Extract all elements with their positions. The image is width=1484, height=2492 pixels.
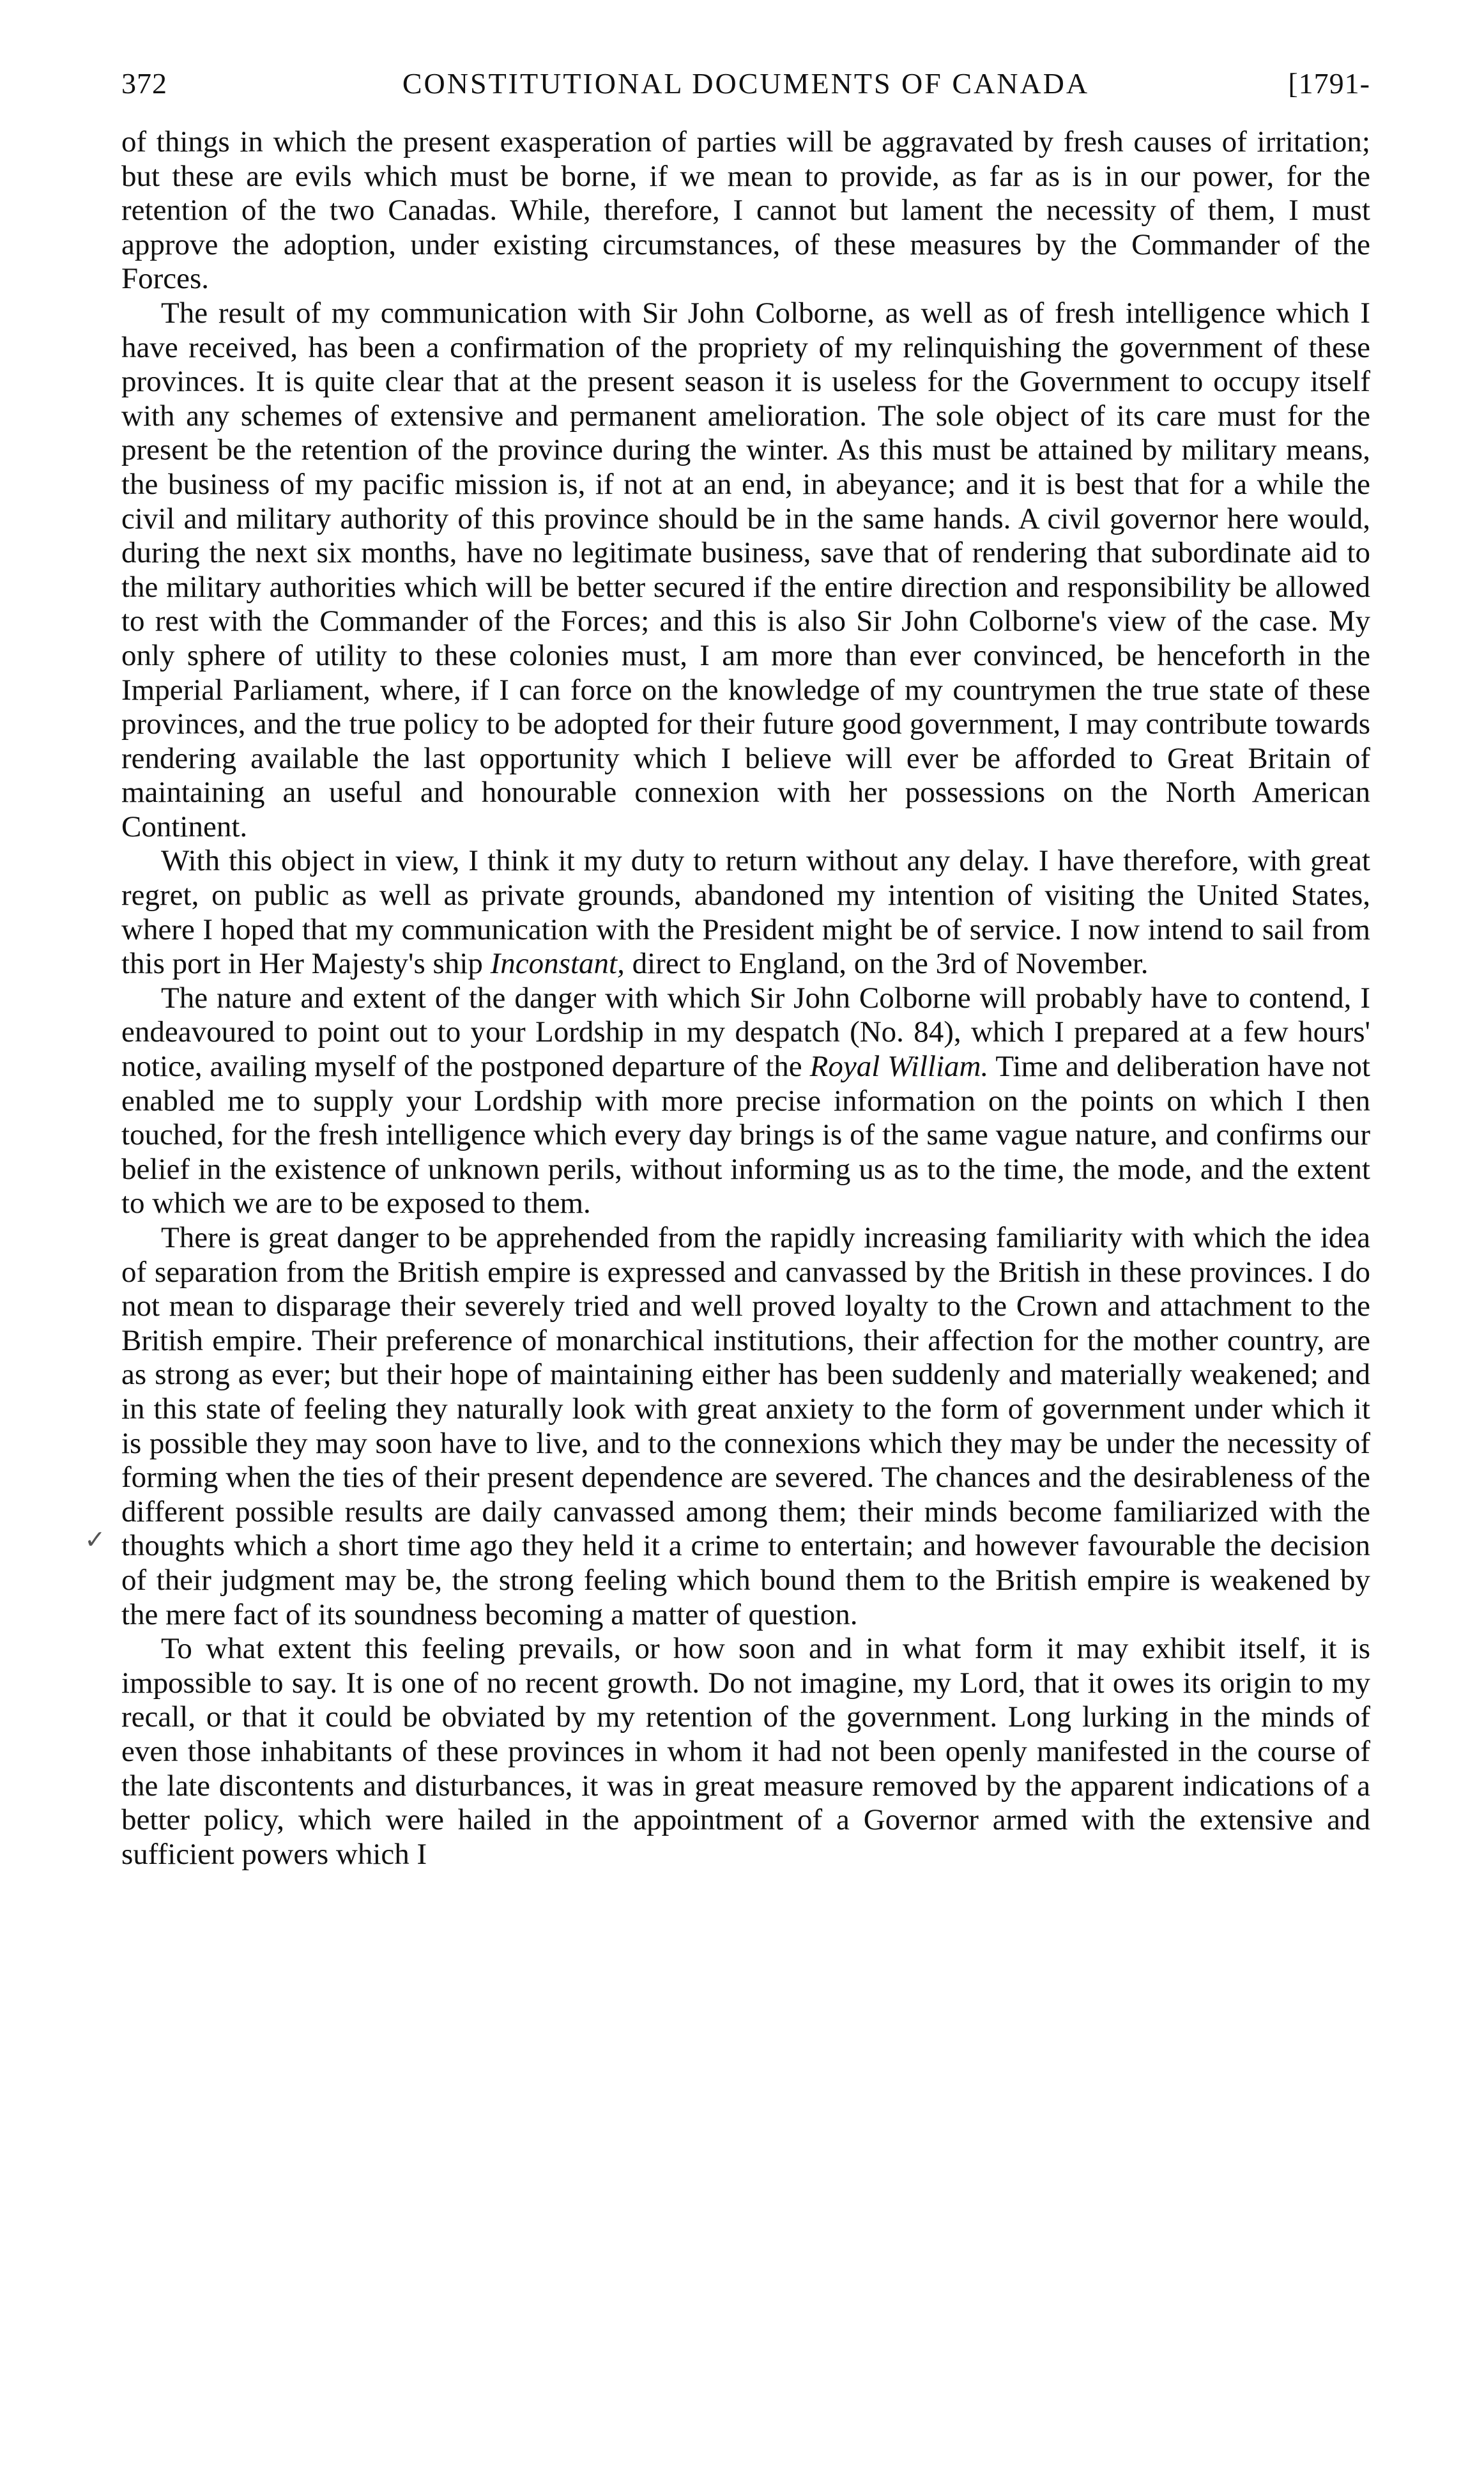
running-title: CONSTITUTIONAL DOCUMENTS OF CANADA: [402, 67, 1090, 100]
paragraph-colborne-result: The result of my communication with Sir John Colborne, as well as of fresh intelligence which I have received, has been a confirmation of the propriety of my relinquishing the government of these provinces. It is quite clear that at the present season it is useless for the Government to occupy itself with any schemes of extensive and permanent amelioration. The sole object of its care must for the present be the retention of the province during the winter. As this must be attained by military means, the business of my pacific mission is, if not at an end, in abeyance; and it is best that for a while the civil and military authority of this province should be in the same hands. A civil governor here would, during the next six months, have no legitimate business, save that of rendering that subordinate aid to the military authorities which will be better secured if the entire direction and responsibility be allowed to rest with the Commander of the Forces; and this is also Sir John Colborne's view of the case. My only sphere of utility to these colonies must, I am more than ever convinced, be henceforth in the Imperial Parliament, where, if I can force on the knowledge of my countrymen the true state of these provinces, and the true policy to be adopted for their future good government, I may contribute towards rendering available the last opportunity which I believe will ever be afforded to Great Britain of maintaining an useful and honourable connexion with her possessions on the North American Continent.: [121, 296, 1370, 843]
ship-name-royal-william: Royal William.: [809, 1050, 989, 1084]
paragraph-continued: of things in which the present exasperation of parties will be aggravated by fresh causes of irritation; but these are evils which must be borne, if we mean to provide, as far as is in our power, for the retention of the two Canadas. While, therefore, I cannot but lament the necessity of them, I must approve the adoption, under existing circumstances, of these measures by the Commander of the Forces.: [121, 125, 1370, 296]
paragraph-return-plans: [121, 844, 1370, 981]
paragraph-text: The nature and extent of the danger with which Sir John Colborne will probably have to contend, I endeavoured to point out to your Lordship in my despatch (No. 84), which I prepared at a few hours' notice, availing myself of the postponed departure of the: [121, 981, 1370, 1084]
body-text: [121, 125, 1370, 1872]
ship-name-inconstant: Inconstant,: [490, 947, 625, 981]
page-number: 372: [121, 67, 167, 100]
paragraph-separation-danger: There is great danger to be apprehended from the rapidly increasing familiarity with which the idea of separation from the British empire is expressed and canvassed by the British in these provinces. I do not mean to disparage their severely tried and well proved loyalty to the Crown and attachment to the British empire. Their preference of monarchical institutions, their affection for the mother country, are as strong as ever; but their hope of maintaining either has been suddenly and materially weakened; and in this state of feeling they naturally look with great anxiety to the form of government under which it is possible they may soon have to live, and to the connexions which they may be under the necessity of forming when the ties of their present dependence are severed. The chances and the desirableness of the different possible results are daily canvassed among them; their minds become familiarized with the thoughts which a short time ago they held it a crime to entertain; and however favourable the decision of their judgment may be, the strong feeling which bound them to the British empire is weakened by the mere fact of its soundness becoming a matter of question.: [121, 1221, 1370, 1631]
paragraph-danger-despatch: [121, 981, 1370, 1221]
margin-check-mark: ✓: [84, 1525, 106, 1554]
paragraph-text: Time and deliberation have not enabled me to supply your Lordship with more precise information on the points on which I then touched, for the fresh intelligence which every day brings is of the same vague nature, and confirms our belief in the existence of unknown perils, without informing us as to the time, the mode, and the extent to which we are to be exposed to them.: [121, 1050, 1370, 1220]
paragraph-feeling-extent: To what extent this feeling prevails, or how soon and in what form it may exhibit itself, it is impossible to say. It is one of no recent growth. Do not imagine, my Lord, that it owes its origin to my recall, or that it could be obviated by my retention of the government. Long lurking in the minds of even those inhabitants of these provinces in whom it had not been openly manifested in the course of the late discontents and disturbances, it was in great measure removed by the apparent indications of a better policy, which were hailed in the appointment of a Governor armed with the extensive and sufficient powers which I: [121, 1632, 1370, 1871]
running-header: [121, 61, 1370, 106]
paragraph-text: direct to England, on the 3rd of November.: [624, 947, 1149, 981]
paragraph-text: With this object in view, I think it my duty to return without any delay. I have therefore, with great regret, on public as well as private grounds, abandoned my intention of visiting the United States, where I hoped that my communication with the President might be of service. I now intend to sail from this port in Her Majesty's ship: [121, 844, 1370, 981]
year-range: [1791-: [1288, 67, 1370, 100]
